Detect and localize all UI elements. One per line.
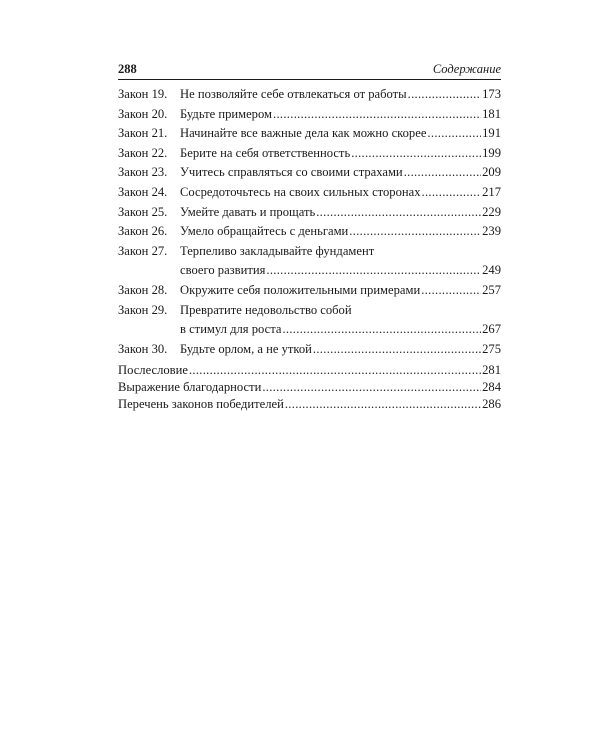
back-matter-title: Послесловие [118, 363, 188, 378]
law-title: Берите на себя ответственность [180, 145, 351, 160]
law-body [180, 163, 501, 183]
law-title: Терпеливо закладывайте фундамент [180, 243, 375, 258]
dot-leader [316, 203, 481, 223]
law-label: Закон 19. [118, 87, 168, 101]
dot-leader [282, 320, 481, 340]
toc-entry-law [118, 340, 501, 360]
toc-line [180, 301, 501, 321]
table-of-contents [118, 85, 501, 413]
running-head [118, 62, 501, 77]
toc-line [180, 242, 501, 262]
toc-entry-law [118, 203, 501, 223]
page-ref: 239 [482, 224, 501, 239]
back-matter-title: Выражение благодарности [118, 380, 262, 395]
toc-line [180, 320, 501, 340]
toc-entry-back-matter [118, 362, 501, 379]
page-ref: 229 [482, 204, 501, 219]
page-ref: 281 [482, 363, 501, 378]
page-ref: 209 [482, 165, 501, 180]
toc-entry-law [118, 85, 501, 105]
law-title: Не позволяйте себе отвлекаться от работы [180, 87, 407, 101]
page-ref: 199 [482, 145, 501, 160]
section-title: Содержание [432, 62, 501, 76]
law-label: Закон 20. [118, 106, 168, 121]
toc-entry-back-matter [118, 396, 501, 413]
page-ref: 275 [482, 341, 501, 356]
page-ref: 286 [482, 397, 501, 412]
toc-entry-law [118, 183, 501, 203]
back-matter-title: Перечень законов победителей [118, 397, 284, 412]
toc-line [180, 163, 501, 183]
law-body [180, 144, 501, 164]
dot-leader [404, 163, 481, 183]
dot-leader [266, 261, 481, 281]
law-title: Будьте примером [180, 106, 272, 121]
law-body [180, 85, 501, 105]
law-body [180, 301, 501, 340]
law-body [180, 183, 501, 203]
page-ref: 191 [482, 126, 501, 141]
page-ref: 217 [482, 184, 501, 199]
law-label: Закон 29. [118, 302, 168, 317]
law-label: Закон 23. [118, 165, 168, 180]
header-rule [118, 79, 501, 80]
page-ref: 267 [482, 322, 501, 337]
dot-leader [285, 396, 481, 413]
law-label: Закон 28. [118, 282, 168, 297]
dot-leader [189, 362, 481, 379]
law-label: Закон 21. [118, 126, 168, 141]
toc-entry-law [118, 163, 501, 183]
dot-leader [349, 222, 481, 242]
page-number: 288 [118, 62, 137, 76]
toc-entry-law [118, 222, 501, 242]
toc-entry-law [118, 124, 501, 144]
toc-line [180, 105, 501, 125]
law-title: своего развития [180, 263, 266, 278]
law-title: Умело обращайтесь с деньгами [180, 224, 349, 239]
toc-line [180, 85, 501, 105]
dot-leader [427, 124, 481, 144]
law-body [180, 203, 501, 223]
toc-line [180, 124, 501, 144]
page-ref: 249 [482, 263, 501, 278]
dot-leader [422, 183, 482, 203]
page-ref: 284 [482, 380, 501, 395]
law-list [118, 85, 501, 359]
law-title: Превратите недовольство собой [180, 302, 352, 317]
law-label: Закон 25. [118, 204, 168, 219]
law-label: Закон 30. [118, 341, 168, 356]
law-body [180, 105, 501, 125]
law-body [180, 281, 501, 301]
toc-line [180, 281, 501, 301]
law-label: Закон 27. [118, 243, 168, 258]
dot-leader [408, 85, 481, 105]
dot-leader [313, 340, 481, 360]
toc-line [180, 222, 501, 242]
law-title: Умейте давать и прощать [180, 204, 316, 219]
toc-entry-law [118, 242, 501, 281]
law-label: Закон 26. [118, 224, 168, 239]
law-body [180, 222, 501, 242]
book-page [118, 62, 501, 413]
dot-leader [351, 144, 481, 164]
law-label: Закон 24. [118, 184, 168, 199]
toc-entry-law [118, 105, 501, 125]
toc-line [180, 144, 501, 164]
dot-leader [262, 379, 481, 396]
back-matter-list [118, 362, 501, 413]
toc-entry-back-matter [118, 379, 501, 396]
law-title: Учитесь справляться со своими страхами [180, 165, 403, 180]
law-body [180, 124, 501, 144]
toc-line [180, 261, 501, 281]
page-ref: 257 [482, 282, 501, 297]
page-ref: 181 [482, 106, 501, 121]
law-title: Сосредоточьтесь на своих сильных сторонах [180, 184, 421, 199]
toc-entry-law [118, 281, 501, 301]
toc-line [180, 340, 501, 360]
toc-entry-law [118, 301, 501, 340]
page-ref: 173 [482, 87, 501, 101]
law-label: Закон 22. [118, 145, 168, 160]
law-title: Будьте орлом, а не уткой [180, 341, 312, 356]
law-title: Окружите себя положительными примерами [180, 282, 421, 297]
toc-entry-law [118, 144, 501, 164]
law-body [180, 340, 501, 360]
toc-line [180, 183, 501, 203]
dot-leader [273, 105, 481, 125]
law-title: Начинайте все важные дела как можно скорее [180, 126, 427, 141]
dot-leader [421, 281, 481, 301]
law-body [180, 242, 501, 281]
toc-line [180, 203, 501, 223]
law-title: в стимул для роста [180, 322, 282, 337]
